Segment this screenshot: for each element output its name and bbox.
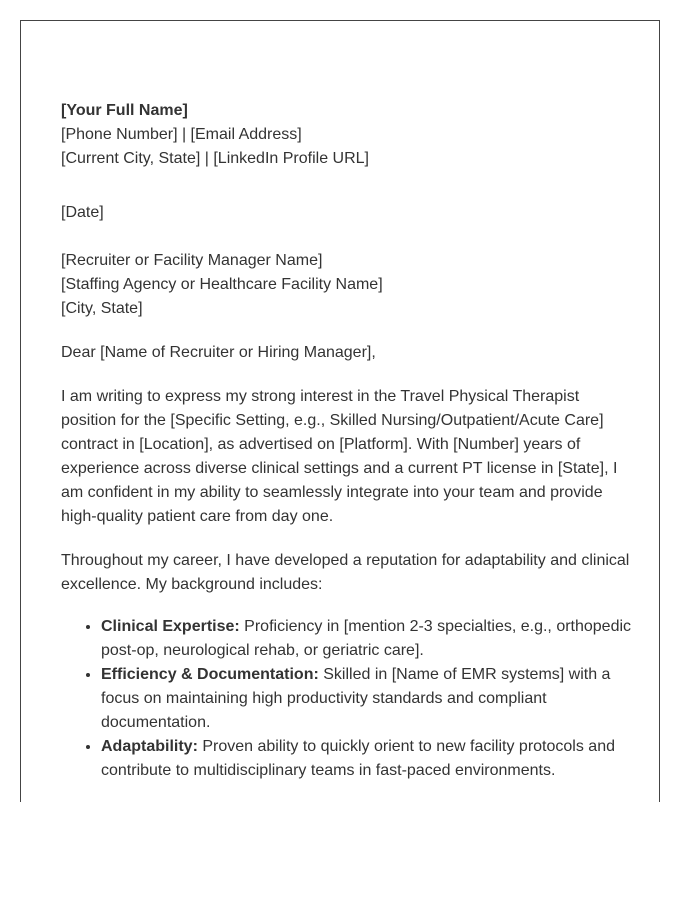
recipient-location: [City, State] xyxy=(61,300,143,317)
paragraph-background: Throughout my career, I have developed a reputation for adaptability and clinical excellence. My background includes: xyxy=(61,552,630,593)
sender-header xyxy=(61,99,636,171)
bullet-label: Clinical Expertise: xyxy=(101,618,240,635)
letter-date: [Date] xyxy=(61,204,104,221)
sender-contact-line-2: [Current City, State] | [LinkedIn Profile URL] xyxy=(61,150,369,167)
qualifications-list xyxy=(61,615,636,783)
salutation: Dear [Name of Recruiter or Hiring Manager], xyxy=(61,344,376,361)
list-item-adaptability xyxy=(101,735,636,783)
bullet-label: Adaptability: xyxy=(101,738,198,755)
bullet-text: Proficiency in [mention 2-3 specialties, e.g., orthopedic post-op, neurological rehab, or geriatric care]. xyxy=(101,618,632,659)
list-item-efficiency-documentation xyxy=(101,663,636,735)
cover-letter-body xyxy=(61,99,636,783)
date-block xyxy=(61,201,636,225)
sender-name: [Your Full Name] xyxy=(61,102,188,119)
bullet-label: Efficiency & Documentation: xyxy=(101,666,319,683)
recipient-name: [Recruiter or Facility Manager Name] xyxy=(61,252,323,269)
document-page xyxy=(20,20,660,802)
sender-contact-line-1: [Phone Number] | [Email Address] xyxy=(61,126,302,143)
list-item-clinical-expertise xyxy=(101,615,636,663)
paragraph-intro: I am writing to express my strong interest in the Travel Physical Therapist position for the [Specific Setting, e.g., Skilled Nursing/Outpatient/Acute Care] contract in [Location], as advertised on [Platform]. With [Number] years of experience across diverse clinical settings and a current PT license in [State], I am confident in my ability to seamlessly integrate into your team and provide high-quality patient care from day one. xyxy=(61,388,618,525)
bullet-text: Skilled in [Name of EMR systems] with a focus on maintaining high productivity standards and compliant documentation. xyxy=(101,666,611,731)
recipient-organization: [Staffing Agency or Healthcare Facility Name] xyxy=(61,276,383,293)
recipient-block xyxy=(61,249,636,321)
bullet-text: Proven ability to quickly orient to new facility protocols and contribute to multidisciplinary teams in fast-paced environments. xyxy=(101,738,615,779)
